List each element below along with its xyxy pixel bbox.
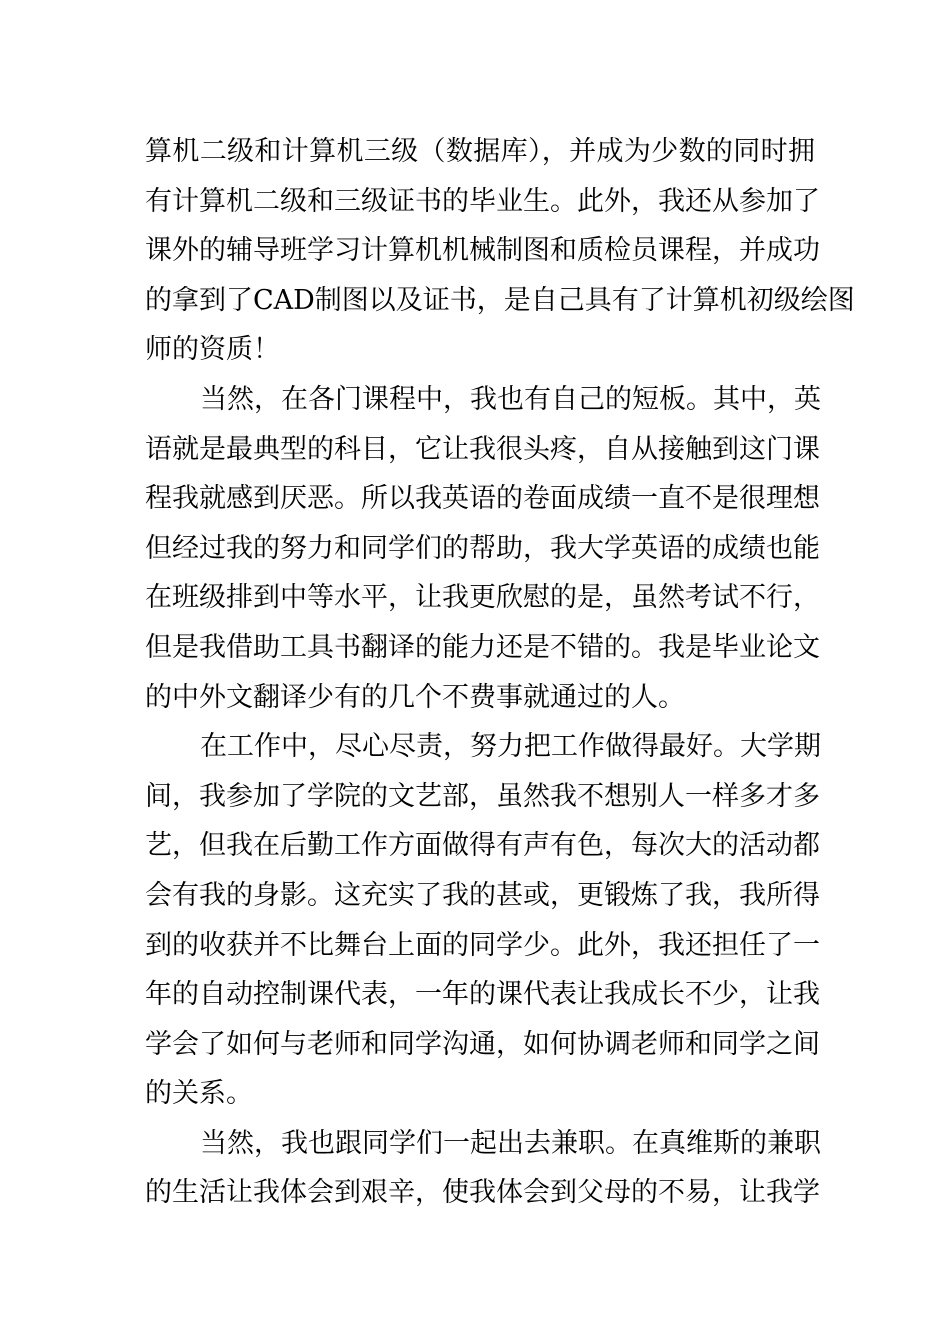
text-line: 有计算机二级和三级证书的毕业生。此外，我还从参加了 [145,185,820,217]
text-line: 但经过我的努力和同学们的帮助，我大学英语的成绩也能 [145,532,820,564]
text-line: 语就是最典型的科目，它让我很头疼，自从接触到这门课 [145,433,820,465]
text-line: 年的自动控制课代表，一年的课代表让我成长不少，让我 [145,979,820,1011]
text-line: 师的资质！ [145,334,280,366]
text-line: 的关系。 [145,1078,253,1110]
text-line: 在工作中，尽心尽责，努力把工作做得最好。大学期 [200,731,821,763]
text-line: 当然，我也跟同学们一起出去兼职。在真维斯的兼职 [200,1127,821,1159]
paragraph [145,1119,821,1218]
document-body [145,127,855,1218]
text-line: 在班级排到中等水平，让我更欣慰的是，虽然考试不行， [145,582,820,614]
text-line: 艺，但我在后勤工作方面做得有声有色，每次大的活动都 [145,830,820,862]
paragraph [145,375,821,722]
text-line: 会有我的身影。这充实了我的甚或，更锻炼了我，我所得 [145,879,820,911]
text-line: 学会了如何与老师和同学沟通，如何协调老师和同学之间 [145,1028,820,1060]
text-line: 但是我借助工具书翻译的能力还是不错的。我是毕业论文 [145,631,820,663]
paragraph [145,722,821,1119]
text-line: 到的收获并不比舞台上面的同学少。此外，我还担任了一 [145,929,820,961]
paragraph [145,127,855,375]
text-line: 的生活让我体会到艰辛，使我体会到父母的不易，让我学 [145,1177,820,1209]
text-line: 当然，在各门课程中，我也有自己的短板。其中，英 [200,383,821,415]
text-line: 的中外文翻译少有的几个不费事就通过的人。 [145,681,685,713]
text-line: 程我就感到厌恶。所以我英语的卷面成绩一直不是很理想 [145,483,820,515]
text-line: 算机二级和计算机三级（数据库），并成为少数的同时拥 [145,136,815,167]
text-line: 的拿到了CAD制图以及证书，是自己具有了计算机初级绘图 [145,284,855,316]
text-line: 课外的辅导班学习计算机机械制图和质检员课程，并成功 [145,235,820,267]
text-line: 间，我参加了学院的文艺部，虽然我不想别人一样多才多 [145,780,820,812]
